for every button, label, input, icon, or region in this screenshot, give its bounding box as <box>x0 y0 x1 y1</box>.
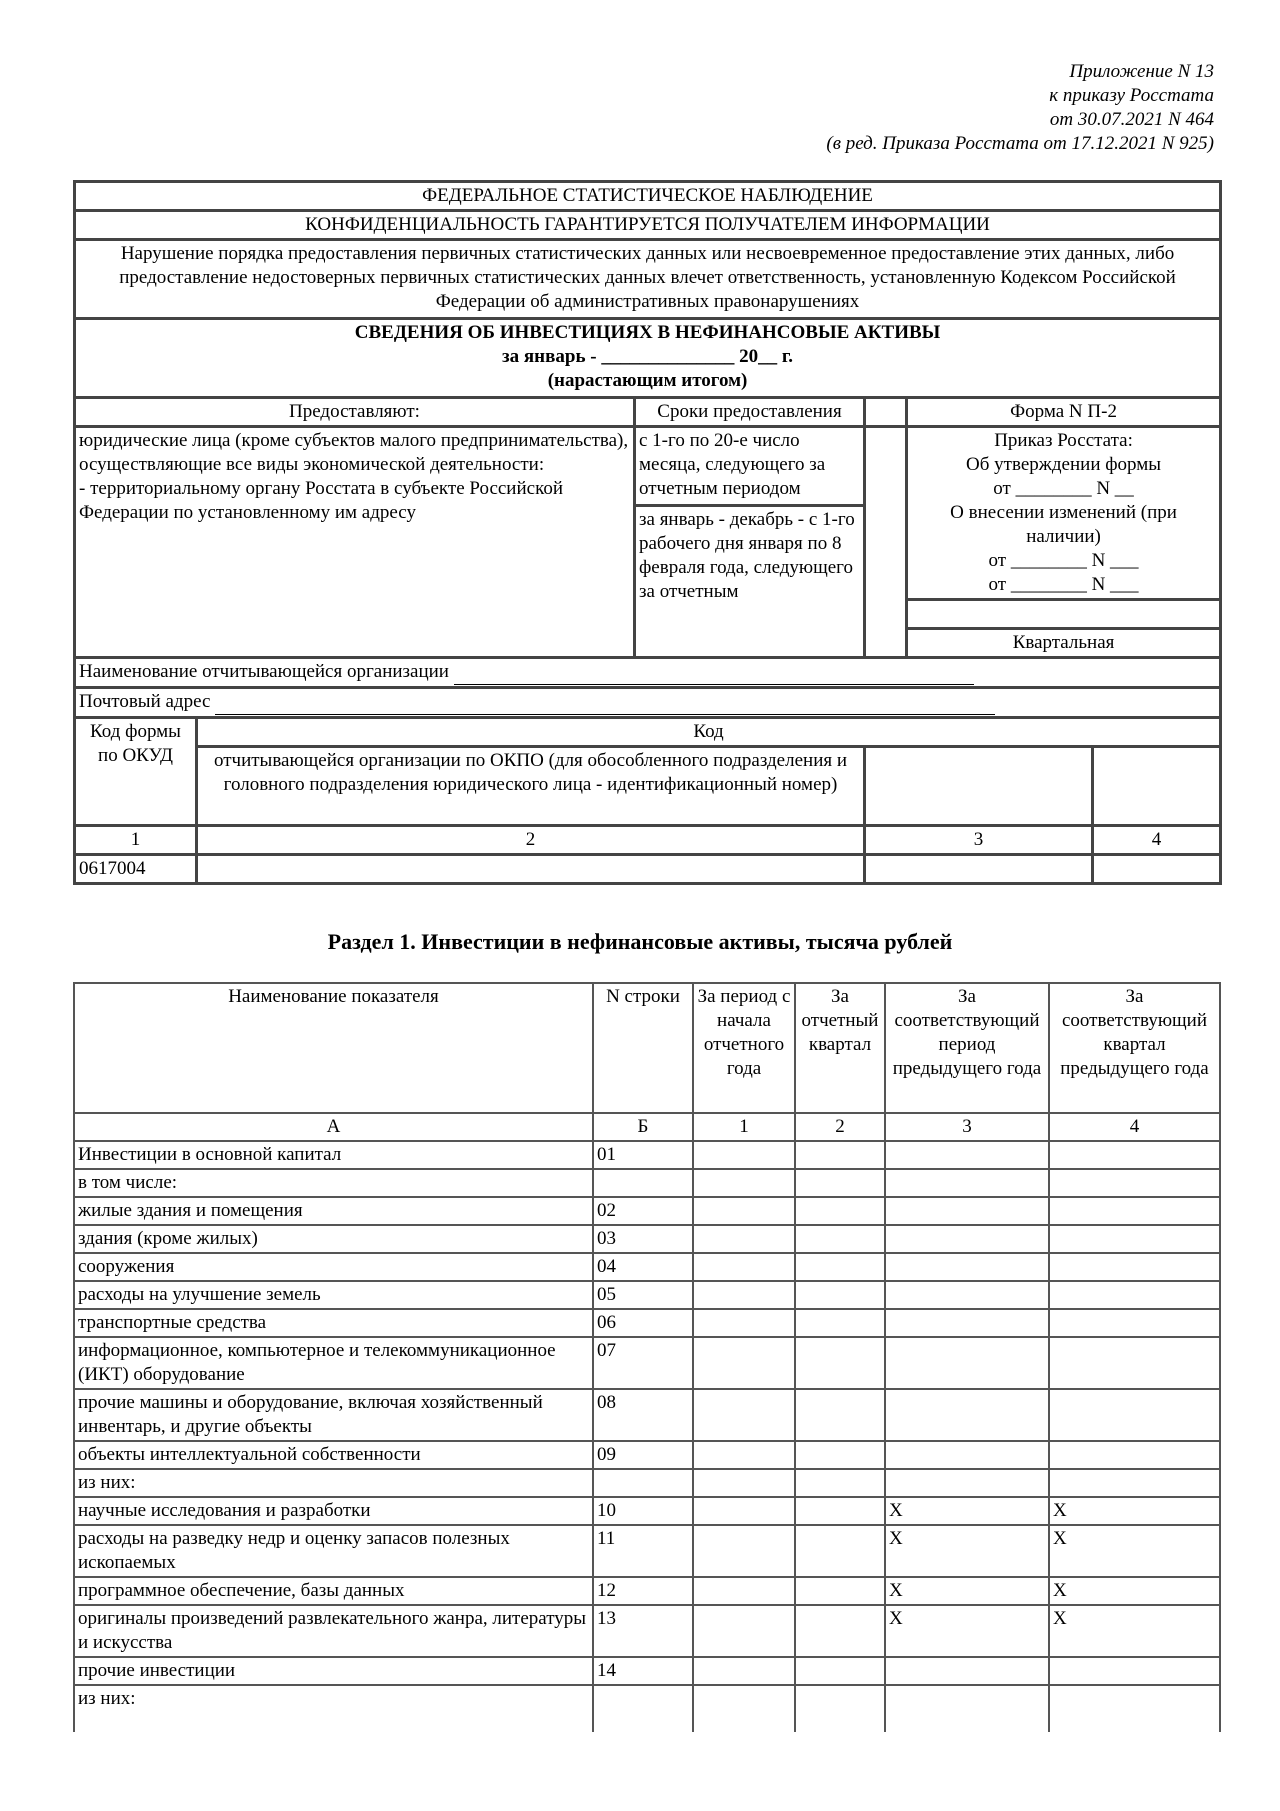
row-name: научные исследования и разработки <box>74 1497 593 1525</box>
form-header-table <box>73 180 1222 885</box>
form-title-cell <box>75 319 1221 398</box>
row-value-2[interactable] <box>795 1141 885 1169</box>
row-value-3[interactable] <box>885 1141 1049 1169</box>
table-row <box>74 1281 1220 1309</box>
reference-line: Приложение N 13 <box>1069 61 1214 82</box>
row-value-4[interactable] <box>1049 1469 1220 1497</box>
table-row <box>74 1253 1220 1281</box>
okpo-header: отчитывающейся организации по ОКПО (для обособленного подразделения и головного подразделения юридического лица - идентификационный номер) <box>197 747 865 826</box>
code-col-4-header <box>1093 747 1221 826</box>
col-number: 2 <box>795 1113 885 1141</box>
row-value-4[interactable] <box>1049 1657 1220 1685</box>
row-name: информационное, компьютерное и телекоммуникационное (ИКТ) оборудование <box>74 1337 593 1389</box>
form-cumulative: (нарастающим итогом) <box>547 370 748 391</box>
table-row <box>74 1141 1220 1169</box>
row-line-number: 07 <box>593 1337 693 1389</box>
row-name: расходы на разведку недр и оценку запасов полезных ископаемых <box>74 1525 593 1577</box>
col-form-header: Форма N П-2 <box>907 398 1221 427</box>
row-name: из них: <box>74 1685 593 1732</box>
reference-line: от 30.07.2021 N 464 <box>1049 109 1214 130</box>
col-header-1: За период с начала отчетного года <box>693 983 795 1113</box>
col-number: 4 <box>1049 1113 1220 1141</box>
liability-warning: Нарушение порядка предоставления первичных статистических данных или несвоевременное предоставление этих данных, либо предоставление недостоверных первичных статистических данных влечет ответственность, установленную Кодексом Российской Федерации об административных правонарушениях <box>75 240 1221 319</box>
row-value-1[interactable] <box>693 1281 795 1309</box>
reference-line: к приказу Росстата <box>1049 85 1214 106</box>
row-value-2[interactable] <box>795 1281 885 1309</box>
table-row <box>74 1389 1220 1441</box>
deadline-2: за январь - декабрь - с 1-го рабочего дня января по 8 февраля года, следующего за отчетным <box>635 506 865 658</box>
col-number: 1 <box>693 1113 795 1141</box>
row-name: жилые здания и помещения <box>74 1197 593 1225</box>
order-line: от ________ N __ <box>993 478 1134 499</box>
row-value-3[interactable] <box>885 1225 1049 1253</box>
row-line-number: 01 <box>593 1141 693 1169</box>
row-name: из них: <box>74 1469 593 1497</box>
row-value-1[interactable] <box>693 1253 795 1281</box>
row-value-4[interactable] <box>1049 1253 1220 1281</box>
org-name-label: Наименование отчитывающейся организации <box>79 661 449 682</box>
order-line: Приказ Росстата: <box>994 430 1133 451</box>
row-line-number: 14 <box>593 1657 693 1685</box>
row-value-3[interactable]: X <box>885 1577 1049 1605</box>
row-name: в том числе: <box>74 1169 593 1197</box>
row-value-1[interactable] <box>693 1309 795 1337</box>
row-name: программное обеспечение, базы данных <box>74 1577 593 1605</box>
row-value-3[interactable] <box>885 1441 1049 1469</box>
empty-cell <box>907 600 1221 629</box>
row-value-3[interactable] <box>885 1657 1049 1685</box>
row-value-1[interactable] <box>693 1605 795 1657</box>
row-value-3[interactable] <box>885 1337 1049 1389</box>
row-value-3[interactable] <box>885 1197 1049 1225</box>
code-col-number: 3 <box>865 826 1093 855</box>
row-value-4[interactable] <box>1049 1197 1220 1225</box>
who-line: - территориальному органу Росстата в субъекте Российской Федерации по установленному им адресу <box>79 478 564 523</box>
row-value-4[interactable] <box>1049 1225 1220 1253</box>
order-line: от ________ N ___ <box>988 574 1139 595</box>
row-value-1[interactable] <box>693 1525 795 1577</box>
row-line-number <box>593 1469 693 1497</box>
row-value-2[interactable] <box>795 1469 885 1497</box>
form-period: за январь - ______________ 20__ г. <box>502 346 794 367</box>
col-header-2: За отчетный квартал <box>795 983 885 1113</box>
order-block <box>907 427 1221 600</box>
row-value-3[interactable] <box>885 1253 1049 1281</box>
reference-block <box>614 60 1214 156</box>
row-name: транспортные средства <box>74 1309 593 1337</box>
order-line: от ________ N ___ <box>988 550 1139 571</box>
reference-line: (в ред. Приказа Росстата от 17.12.2021 N 925) <box>826 133 1214 154</box>
row-line-number <box>593 1685 693 1732</box>
org-name-field[interactable] <box>454 660 974 685</box>
federal-observation: ФЕДЕРАЛЬНОЕ СТАТИСТИЧЕСКОЕ НАБЛЮДЕНИЕ <box>75 182 1221 211</box>
code-header: Код <box>197 718 1221 747</box>
row-line-number: 06 <box>593 1309 693 1337</box>
section-1-table <box>73 982 1221 1732</box>
form-title: СВЕДЕНИЯ ОБ ИНВЕСТИЦИЯХ В НЕФИНАНСОВЫЕ АКТИВЫ <box>354 322 941 343</box>
row-value-4[interactable] <box>1049 1441 1220 1469</box>
row-value-2[interactable] <box>795 1525 885 1577</box>
col-header-3: За соответствующий период предыдущего года <box>885 983 1049 1113</box>
row-value-3[interactable]: X <box>885 1497 1049 1525</box>
row-value-2[interactable] <box>795 1657 885 1685</box>
who-submits <box>75 427 635 658</box>
row-value-2[interactable] <box>795 1441 885 1469</box>
code-col-number: 4 <box>1093 826 1221 855</box>
row-line-number: 02 <box>593 1197 693 1225</box>
row-line-number: 03 <box>593 1225 693 1253</box>
section-1-title: Раздел 1. Инвестиции в нефинансовые активы, тысяча рублей <box>327 929 953 954</box>
row-value-1[interactable] <box>693 1169 795 1197</box>
row-value-2[interactable] <box>795 1197 885 1225</box>
periodicity: Квартальная <box>907 629 1221 658</box>
row-value-2[interactable] <box>795 1309 885 1337</box>
row-value-1[interactable] <box>693 1197 795 1225</box>
row-value-4[interactable]: X <box>1049 1497 1220 1525</box>
row-value-1[interactable] <box>693 1469 795 1497</box>
row-value-3[interactable] <box>885 1685 1049 1732</box>
table-row <box>74 1657 1220 1685</box>
row-value-3[interactable]: X <box>885 1525 1049 1577</box>
code-col-3-header <box>865 747 1093 826</box>
code-col-number: 1 <box>75 826 197 855</box>
row-line-number: 10 <box>593 1497 693 1525</box>
row-value-2[interactable] <box>795 1253 885 1281</box>
row-value-4[interactable]: X <box>1049 1605 1220 1657</box>
row-value-1[interactable] <box>693 1685 795 1732</box>
row-value-4[interactable] <box>1049 1281 1220 1309</box>
row-line-number: 13 <box>593 1605 693 1657</box>
row-line-number: 12 <box>593 1577 693 1605</box>
row-name: объекты интеллектуальной собственности <box>74 1441 593 1469</box>
row-value-3[interactable]: X <box>885 1605 1049 1657</box>
row-value-2[interactable] <box>795 1605 885 1657</box>
row-line-number: 05 <box>593 1281 693 1309</box>
okud-value: 0617004 <box>75 855 197 884</box>
row-name: Инвестиции в основной капитал <box>74 1141 593 1169</box>
spacer-cell <box>865 427 907 658</box>
table-row <box>74 1525 1220 1577</box>
code-col-number: 2 <box>197 826 865 855</box>
row-line-number: 04 <box>593 1253 693 1281</box>
col-number: А <box>74 1113 593 1141</box>
row-value-4[interactable] <box>1049 1389 1220 1441</box>
table-row <box>74 1605 1220 1657</box>
who-line: юридические лица (кроме субъектов малого предпринимательства), осуществляющие все виды экономической деятельности: <box>79 430 629 475</box>
row-line-number <box>593 1169 693 1197</box>
table-row <box>74 1197 1220 1225</box>
deadline-1: с 1-го по 20-е число месяца, следующего за отчетным периодом <box>635 427 865 506</box>
table-row <box>74 1685 1220 1732</box>
table-row <box>74 1441 1220 1469</box>
row-value-4[interactable]: X <box>1049 1525 1220 1577</box>
org-name-row <box>75 658 1221 688</box>
row-value-1[interactable] <box>693 1577 795 1605</box>
row-value-3[interactable] <box>885 1309 1049 1337</box>
row-value-2[interactable] <box>795 1337 885 1389</box>
col-header-4: За соответствующий квартал предыдущего года <box>1049 983 1220 1113</box>
row-value-1[interactable] <box>693 1225 795 1253</box>
table-row <box>74 1225 1220 1253</box>
row-value-4[interactable] <box>1049 1141 1220 1169</box>
row-value-1[interactable] <box>693 1337 795 1389</box>
code-col-3-value[interactable] <box>865 855 1093 884</box>
row-value-2[interactable] <box>795 1169 885 1197</box>
table-row <box>74 1577 1220 1605</box>
okud-header: Код формы по ОКУД <box>75 718 197 826</box>
row-value-1[interactable] <box>693 1441 795 1469</box>
row-value-1[interactable] <box>693 1497 795 1525</box>
order-line: О внесении изменений (при наличии) <box>950 502 1177 547</box>
row-value-4[interactable]: X <box>1049 1577 1220 1605</box>
row-value-3[interactable] <box>885 1281 1049 1309</box>
row-name: оригиналы произведений развлекательного жанра, литературы и искусства <box>74 1605 593 1657</box>
row-name: сооружения <box>74 1253 593 1281</box>
row-value-1[interactable] <box>693 1389 795 1441</box>
code-col-4-value[interactable] <box>1093 855 1221 884</box>
table-row <box>74 1169 1220 1197</box>
row-value-1[interactable] <box>693 1141 795 1169</box>
row-value-3[interactable] <box>885 1169 1049 1197</box>
row-value-2[interactable] <box>795 1389 885 1441</box>
col-who-header: Предоставляют: <box>75 398 635 427</box>
address-row <box>75 688 1221 718</box>
col-header-line: N строки <box>593 983 693 1113</box>
table-row <box>74 1497 1220 1525</box>
address-field[interactable] <box>215 690 995 715</box>
col-deadline-header: Сроки предоставления <box>635 398 865 427</box>
row-value-2[interactable] <box>795 1685 885 1732</box>
okpo-value[interactable] <box>197 855 865 884</box>
row-value-3[interactable] <box>885 1389 1049 1441</box>
col-number: 3 <box>885 1113 1049 1141</box>
row-value-4[interactable] <box>1049 1337 1220 1389</box>
row-value-3[interactable] <box>885 1469 1049 1497</box>
row-name: прочие инвестиции <box>74 1657 593 1685</box>
col-header-name: Наименование показателя <box>74 983 593 1113</box>
row-value-4[interactable] <box>1049 1169 1220 1197</box>
confidentiality-notice: КОНФИДЕНЦИАЛЬНОСТЬ ГАРАНТИРУЕТСЯ ПОЛУЧАТЕЛЕМ ИНФОРМАЦИИ <box>75 211 1221 240</box>
row-value-4[interactable] <box>1049 1309 1220 1337</box>
spacer-cell <box>865 398 907 427</box>
table-row <box>74 1469 1220 1497</box>
table-row <box>74 1337 1220 1389</box>
order-line: Об утверждении формы <box>966 454 1162 475</box>
row-line-number: 11 <box>593 1525 693 1577</box>
row-value-2[interactable] <box>795 1225 885 1253</box>
table-row <box>74 1309 1220 1337</box>
row-name: прочие машины и оборудование, включая хозяйственный инвентарь, и другие объекты <box>74 1389 593 1441</box>
address-label: Почтовый адрес <box>79 691 211 712</box>
row-value-2[interactable] <box>795 1577 885 1605</box>
row-name: здания (кроме жилых) <box>74 1225 593 1253</box>
row-line-number: 08 <box>593 1389 693 1441</box>
col-number: Б <box>593 1113 693 1141</box>
row-value-4[interactable] <box>1049 1685 1220 1732</box>
row-value-1[interactable] <box>693 1657 795 1685</box>
row-line-number: 09 <box>593 1441 693 1469</box>
row-name: расходы на улучшение земель <box>74 1281 593 1309</box>
row-value-2[interactable] <box>795 1497 885 1525</box>
